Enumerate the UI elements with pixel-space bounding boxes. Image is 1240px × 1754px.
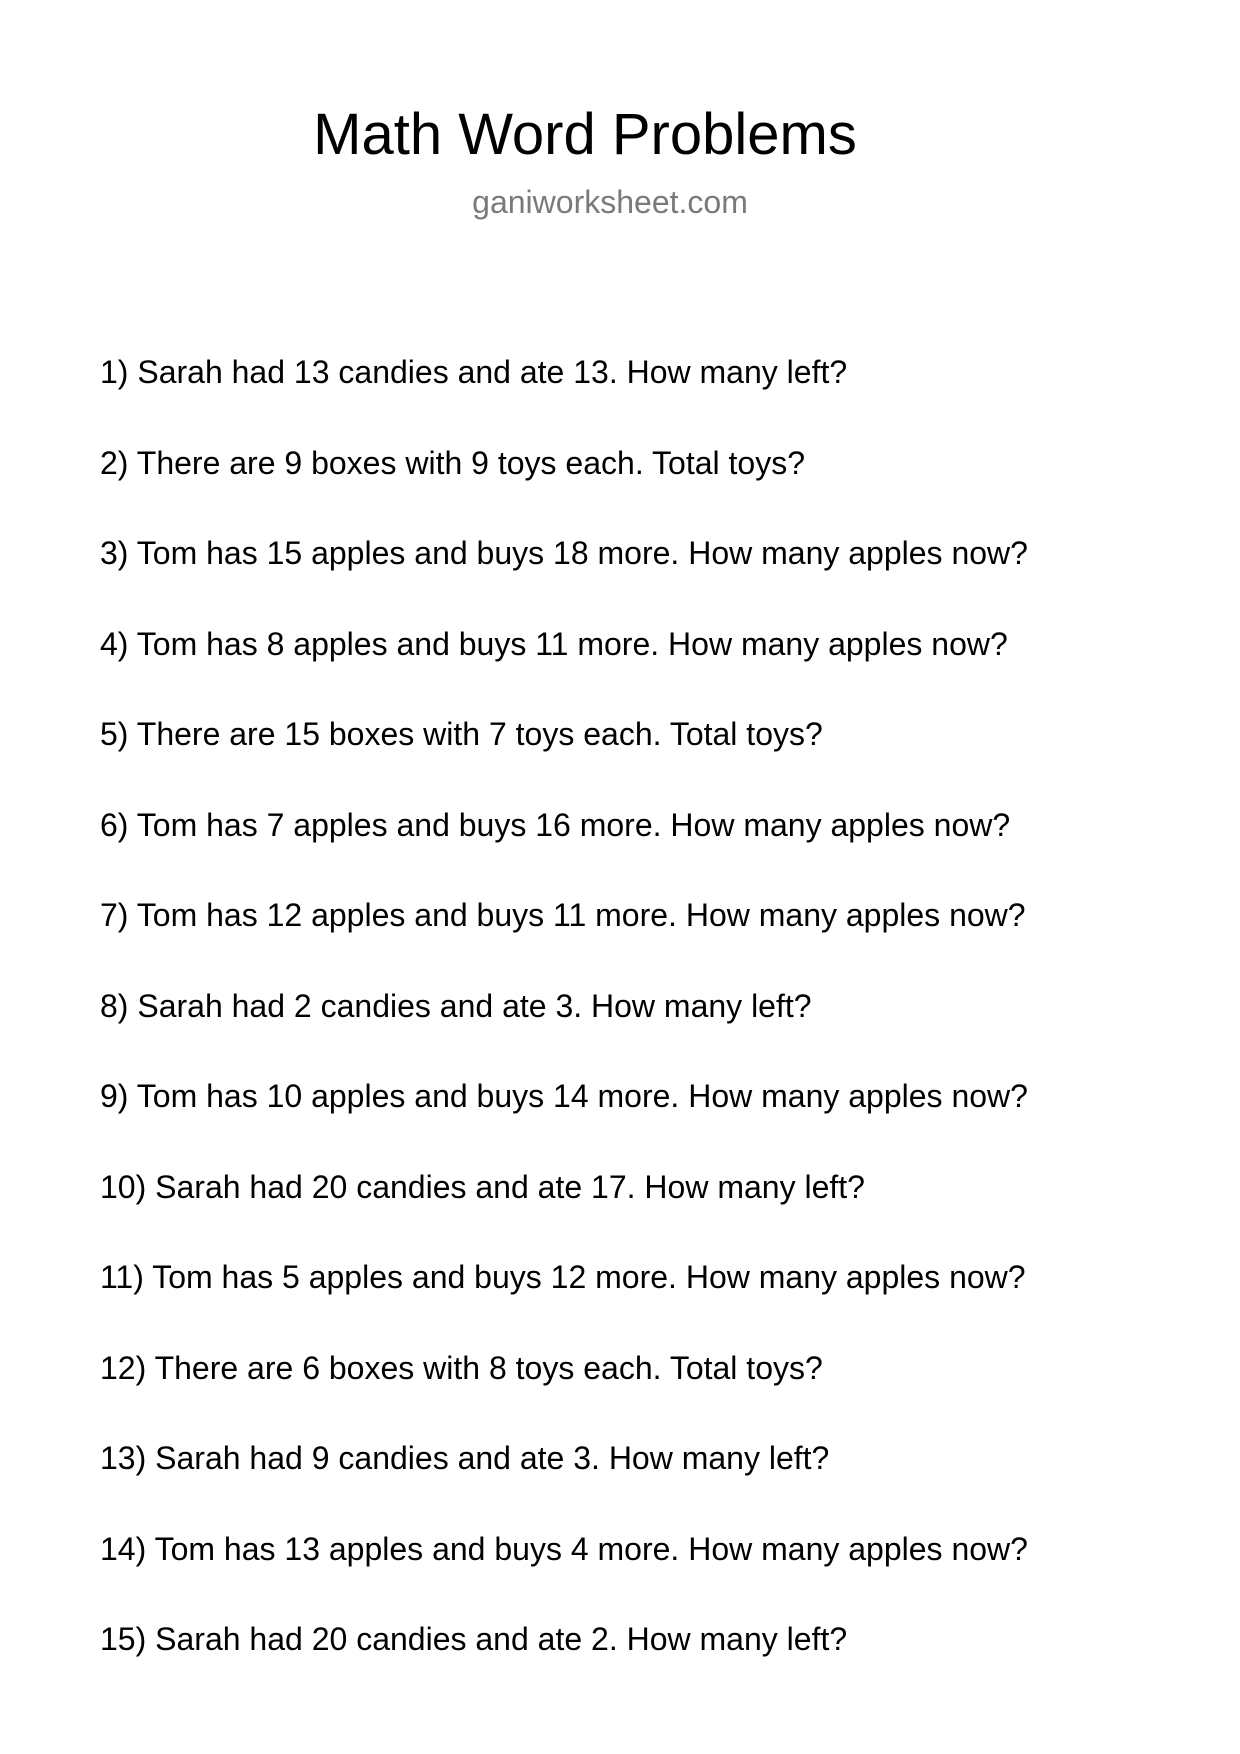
problem-item: 5) There are 15 boxes with 7 toys each. Total toys? — [100, 716, 823, 752]
problem-item: 12) There are 6 boxes with 8 toys each. Total toys? — [100, 1349, 823, 1386]
problem-item: 8) Sarah had 2 candies and ate 3. How many left? — [100, 987, 812, 1024]
problem-item: 1) Sarah had 13 candies and ate 13. How many left? — [100, 354, 848, 390]
problem-item: 2) There are 9 boxes with 9 toys each. Total toys? — [100, 444, 805, 481]
problem-item: 14) Tom has 13 apples and buys 4 more. How many apples now? — [100, 1530, 1028, 1567]
problem-item: 6) Tom has 7 apples and buys 16 more. How many apples now? — [100, 806, 1011, 843]
problem-item: 13) Sarah had 9 candies and ate 3. How many left? — [100, 1440, 830, 1476]
problem-item: 7) Tom has 12 apples and buys 11 more. How many apples now? — [100, 897, 1026, 933]
page-title: Math Word Problems — [313, 102, 857, 167]
site-subtitle: ganiworksheet.com — [472, 184, 748, 220]
problem-item: 4) Tom has 8 apples and buys 11 more. How many apples now? — [100, 625, 1008, 662]
problem-list — [100, 348, 1028, 1706]
problem-item: 3) Tom has 15 apples and buys 18 more. How many apples now? — [100, 535, 1028, 571]
problem-item: 11) Tom has 5 apples and buys 12 more. How many apples now? — [100, 1259, 1026, 1295]
problem-item: 9) Tom has 10 apples and buys 14 more. How many apples now? — [100, 1078, 1028, 1114]
problem-item: 10) Sarah had 20 candies and ate 17. How many left? — [100, 1168, 865, 1205]
problem-item: 15) Sarah had 20 candies and ate 2. How many left? — [100, 1621, 848, 1657]
